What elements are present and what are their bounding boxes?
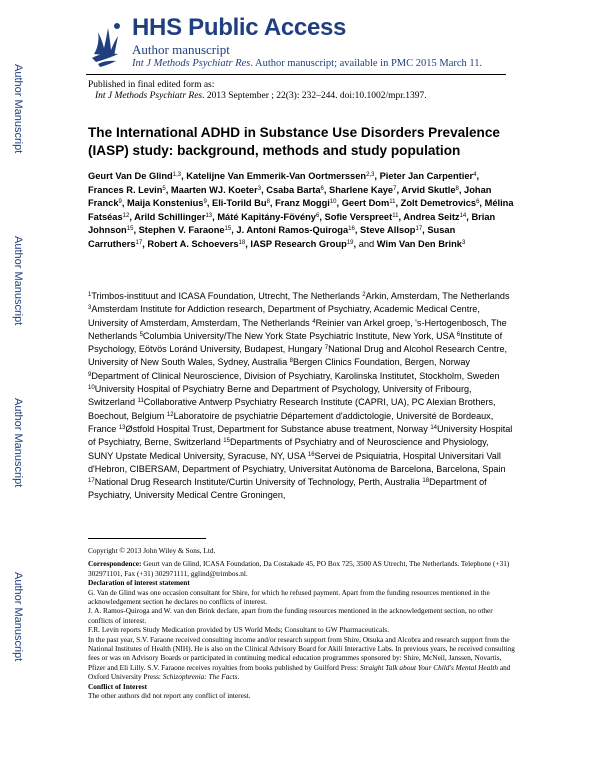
author-affiliation-marker: 6 [476,199,480,206]
correspondence-text: Geurt van de Glind, ICASA Foundation, Da Costakade 45, PO Box 725, 3500 AS Utrecht, The Netherlands. Telephone (+31) 302971101, Fax (+31) 302971111, gglind@trimbos.nl. [88,559,510,578]
affiliation-text: Collaborative Antwerp Psychiatry Research Institute (CAPRI, UA), PC Alexian Brothers, Boechout, Belgium [88,397,496,421]
correspondence-label: Correspondence: [88,559,142,569]
affiliation-text: University Hospital of Psychiatry, Berne, Switzerland [88,423,513,448]
author-name: Maarten WJ. Koeter [170,184,258,195]
affiliation-marker: 18 [422,478,430,485]
author-affiliation-marker: 7 [393,185,397,192]
author-affiliation-marker: 3 [461,239,466,246]
author-name: Wim Van Den Brink [376,238,462,249]
author-affiliation-marker: 13 [205,212,213,219]
availability-line [132,58,482,69]
affiliation-marker: 17 [88,478,95,485]
author-affiliation-marker: 17 [415,226,423,233]
correspondence [88,559,516,578]
affiliation-text: Arkin, Amsterdam, The Netherlands [365,291,510,301]
author-name: Geert Dom [341,198,390,209]
affiliation-text: Department of Psychiatry, University Medical Centre Groningen, [88,477,487,501]
declaration-label: Declaration of interest statement [88,578,190,588]
affiliation-marker: 5 [139,331,143,338]
affiliation-marker: 15 [223,438,230,445]
affiliation-text: Bergen Clinics Foundation, Bergen, Norway [293,357,470,368]
affiliation-text: Departments of Psychiatry and of Neuroscience and Physiology, SUNY Upstate Medical University, Syracuse, NY, USA [88,437,489,461]
author-affiliation-marker: 9 [118,199,122,206]
author-affiliation-marker: 3 [257,185,262,192]
hhs-logo [88,14,126,68]
author-joiner: and [358,238,375,249]
book-joiner: and Oxford University Press: [88,662,511,682]
side-label-3: Author Manuscript [12,398,24,488]
author-affiliation-marker: 10 [329,199,337,206]
publication-journal: Int J Methods Psychiatr Res [95,91,203,101]
author-affiliation-marker: 8 [455,185,459,192]
author-affiliation-marker: 17 [135,239,143,246]
author-affiliation-marker: 19 [346,239,354,246]
faraone-text: In the past year, S.V. Faraone received consulting income and/or research support from Shire, Otsuka and Alcobra and research support from the National Institutes of Health (NIH). He is also on the Clinical Advisory Board for Akili Interactive Labs. In previous years, he received consulting fees or was on Advisory Boards or participated in continuing medical education programmes sponsored by: Shire, McNeil, Janssen, Novartis, Pfizer and Eli Lilly. S.V. Faraone receives royalties from books published by Guilford Press: [88,634,515,672]
affiliation-marker: 2 [362,292,366,298]
author-name: Frances R. Levin [88,184,163,195]
author-name: Arild Schillinger [134,211,206,222]
author-affiliation-marker: 12 [122,212,130,219]
author-affiliation-marker: 4 [473,172,477,178]
author-list: Geurt Van De Glind$^{1,3}$, Katelijne Van Emmerik-Van Oortmerssen$^{2,3}$, Pieter Jan Carpentier$^4$, Frances R. Levin$^5$, Maarten WJ. Koeter$^3$, Csaba Barta$^6$, Sharlene Kaye$^7$, Arvid Skutle$^8$, Johan Franck$^9$, Maija Konstenius$^9$, Eli-Torild Bu$^8$, Franz Moggi$^{10}$, Geert Dom$^{11}$, Zolt Demetrovics$^6$, Mélina Fatséas$^{12}$, Arild Schillinger$^{13}$, Máté Kapitány-Fövény$^6$, Sofie Verspreet$^{11}$, Andrea Seitz$^{14}$, Brian Johnson$^{15}$, Stephen V. Faraone$^{15}$, J. Antoni Ramos-Quiroga$^{16}$, Steve Allsop$^{17}$, Susan Carruthers$^{17}$, Robert A. Schoevers$^{18}$, IASP Research Group$^{19}$, and Wim Van Den Brink$^3$ [88,171,514,249]
author-affiliation-marker: 11 [389,199,396,206]
author-name: Maija Konstenius [127,198,204,209]
publication-info [88,80,427,102]
publication-details: . 2013 September ; 22(3): 232–244. doi:10.1002/mpr.1397. [202,91,427,101]
author-name: Andrea Seitz [403,211,460,222]
author-name: Susan Carruthers [88,225,456,249]
author-name: Sharlene Kaye [329,184,394,195]
affiliation-marker: 12 [166,411,174,418]
book-1: Straight Talk about Your Child's Mental Health [359,662,499,672]
author-affiliation-marker: 9 [203,199,207,206]
author-name: Brian Johnson [88,211,496,236]
author-affiliation-marker: 15 [126,226,134,233]
affiliation-text: Laboratoire de psychiatrie Département d'addictologie, Université de Bordeaux, France [88,410,494,434]
book-end: . [237,672,240,682]
affiliation-text: National Drug Research Institute/Curtin University of Technology, Perth, Australia [94,477,420,488]
author-affiliation-marker: 6 [320,185,324,192]
author-affiliation-marker: 11 [392,212,399,219]
author-name: Sofie Verspreet [324,211,393,222]
affiliation-marker: 10 [88,385,95,392]
author-name: Franz Moggi [275,198,330,209]
affiliation-marker: 4 [312,318,316,325]
hhs-eagle-icon [88,14,126,68]
affiliation-marker: 3 [88,305,92,312]
author-name: Eli-Torild Bu [212,198,267,209]
author-name: Robert A. Schoevers [147,238,239,249]
declaration-faraone [88,635,516,682]
author-affiliation-marker: 14 [459,212,467,219]
book-2: Schizophrenia: The Facts [162,672,238,682]
author-affiliation-marker: 15 [224,226,232,233]
copyright: Copyright © 2013 John Wiley & Sons, Ltd. [88,546,216,555]
affiliation-text: Reinier van Arkel groep, 's-Hertogenbosch, The Netherlands [88,317,507,341]
affiliation-marker: 7 [324,345,329,352]
author-name: Arvid Skutle [401,184,456,195]
author-affiliation-marker: 5 [162,185,166,192]
author-name: Geurt Van De Glind [88,171,173,181]
publication-label: Published in final edited form as: [88,80,215,90]
author-affiliation-marker: 8 [266,199,270,206]
author-name: Katelijne Van Emmerik-Van Oortmerssen [186,171,367,181]
affiliation-text: National Drug and Alcohol Research Centre, University of New South Wales, Sydney, Australia [88,344,508,368]
affiliation-marker: 14 [430,424,438,431]
article-title: The International ADHD in Substance Use Disorders Prevalence (IASP) study: background, methods and study population [88,125,500,158]
availability-status: . Author manuscript; available in PMC 2015 March 11. [250,58,483,69]
repository-title: HHS Public Access [132,14,347,41]
author-affiliation-marker: 18 [238,239,246,246]
affiliation-marker: 13 [118,424,126,431]
affiliation-text: Department of Clinical Neuroscience, Division of Psychiatry, Karolinska Institutet, Stockholm, Sweden [91,370,500,381]
author-name: J. Antoni Ramos-Quiroga [236,225,349,236]
affiliation-text: Institute of Psychology, Eötvös Loránd University, Budapest, Hungary [88,330,503,355]
affiliation-text: Columbia University/The New York State Psychiatric Institute, New York, USA [142,330,455,341]
author-affiliation-marker: 6 [315,212,320,219]
author-name: Mélina Fatséas [88,198,514,222]
affiliation-text: University Hospital of Psychiatry Berne and Department of Psychology, University of Fribourg, Switzerland [88,384,472,408]
author-name: Stephen V. Faraone [138,225,225,236]
affiliation-marker: 6 [456,331,461,338]
affiliation-text: Servei de Psiquiatria, Hospital Universitari Vall d'Hebron, CIBERSAM, Department of Psychiatry, Universitat Autònoma de Barcelona, Barcelona, Spain [88,450,506,474]
author-affiliation-marker: 2,3 [366,172,375,178]
author-name: Máté Kapitány-Fövény [217,211,316,222]
conflict-text: The other authors did not report any conflict of interest. [88,691,251,701]
affiliation-marker: 1 [88,292,92,298]
journal-abbrev: Int J Methods Psychiatr Res [132,58,251,69]
author-affiliation-marker: 16 [348,226,355,233]
footnotes [88,546,516,701]
affiliation-text: Østfold Hospital Trust, Department for Substance abuse treatment, Norway [125,423,428,434]
affiliation-marker: 8 [289,358,294,365]
affiliation-marker: 11 [137,398,144,405]
author-name: Pieter Jan Carpentier [379,171,474,181]
header-rule [86,74,506,75]
declaration-1: G. Van de Glind was one occasion consultant for Shire, for which he refused payment. Apart from the funding resources mentioned in the acknowledgement section he declares no conflicts of interest. [88,587,490,607]
declaration-2: J. A. Ramos-Quiroga and W. van den Brink declare, apart from the funding resources mentioned in the acknowledgement section, no other conflicts of interest. [88,606,493,625]
author-affiliation-marker: 1,3 [172,172,182,178]
footnote-rule [88,538,206,539]
author-name: Johan Franck [88,184,492,209]
manuscript-type: Author manuscript [132,42,230,57]
author-name: IASP Research Group [250,238,347,249]
affiliation-marker: 9 [88,371,92,378]
side-label-2: Author Manuscript [12,236,24,326]
author-name: Zolt Demetrovics [400,198,477,209]
affiliation-text: Amsterdam Institute for Addiction research, Department of Psychiatry, Academic Medical Centre, University of Amsterdam, Amsterdam, The Netherlands [88,304,480,328]
affiliation-text: Trimbos-instituut and ICASA Foundation, Utrecht, The Netherlands [91,291,360,301]
side-label-1: Author Manuscript [12,64,24,154]
author-name: Steve Allsop [360,225,416,236]
conflict-label: Conflict of Interest [88,681,148,691]
affiliations [88,290,514,503]
declaration-3: F.R. Levin reports Study Medication provided by US World Meds; Consultant to GW Pharmaceuticals. [88,625,389,635]
author-name: Csaba Barta [266,184,321,195]
publication-citation [88,91,427,102]
affiliation-marker: 16 [307,451,315,458]
side-label-4: Author Manuscript [12,572,24,662]
